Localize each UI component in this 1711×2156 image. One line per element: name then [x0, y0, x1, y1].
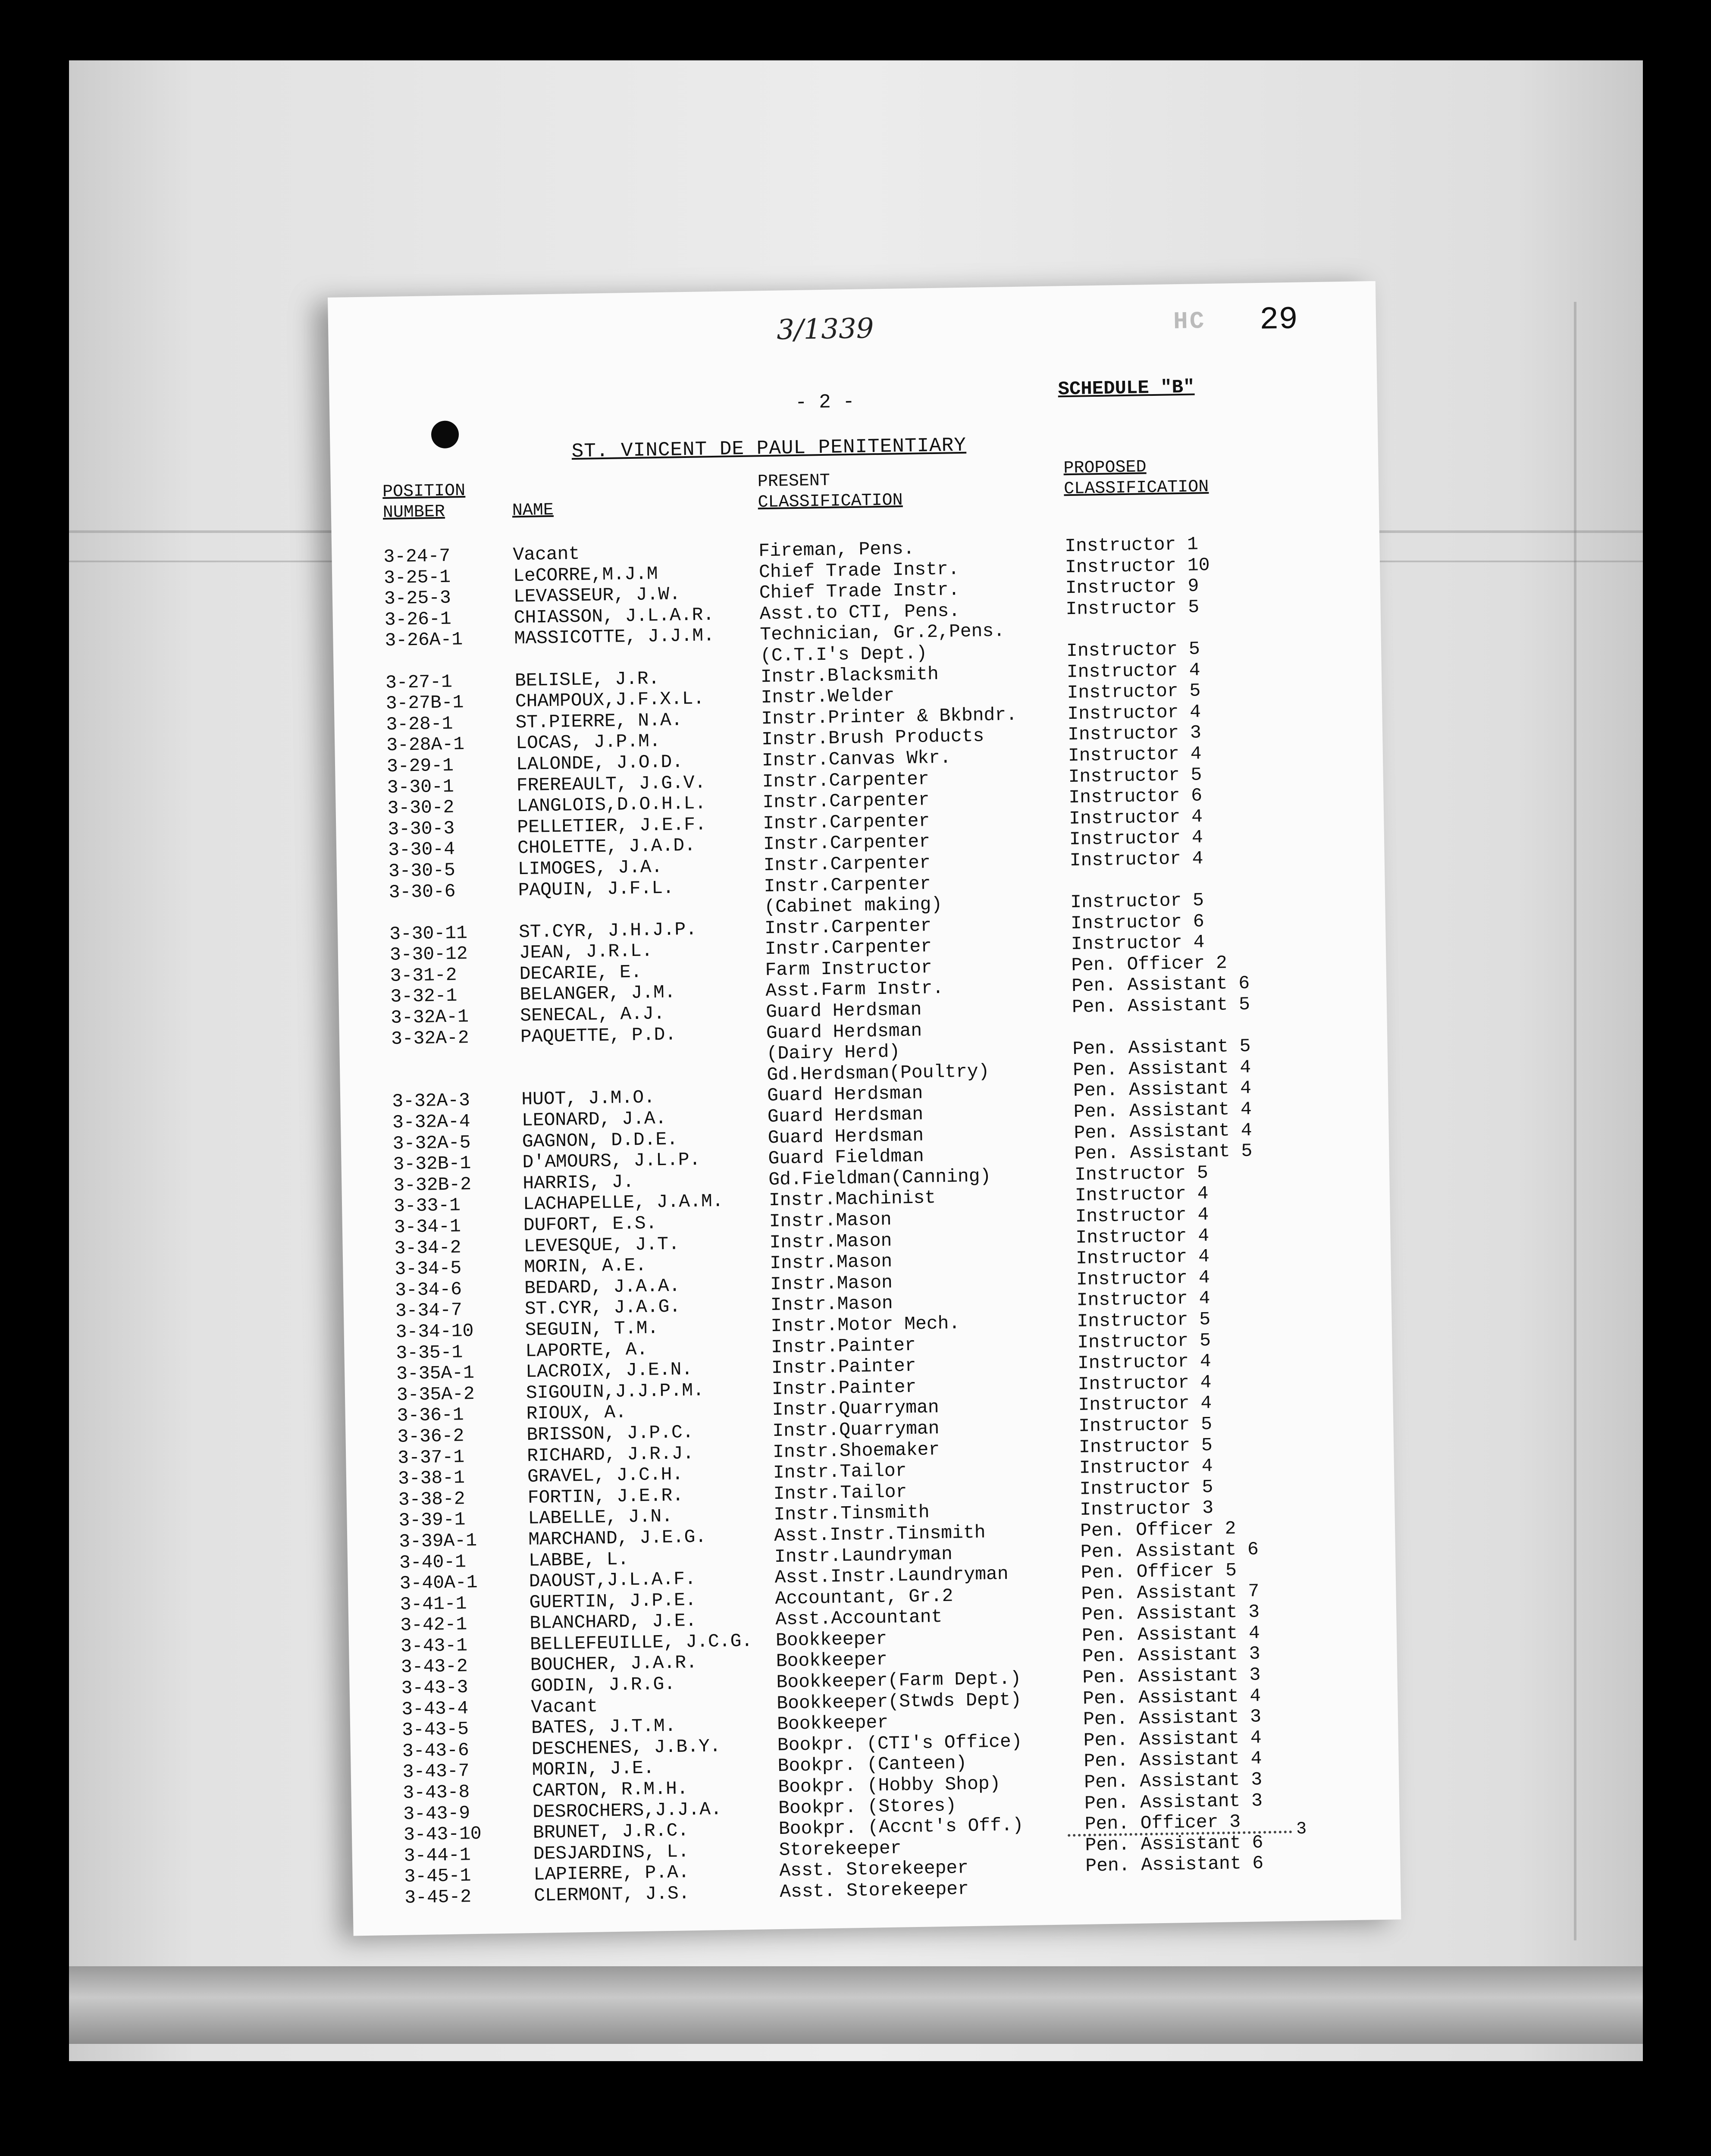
- proposed-classification-cell: Pen. Assistant 5: [1072, 993, 1250, 1018]
- name-cell: MORIN, A.E.: [523, 1254, 647, 1278]
- name-cell: PELLETIER, J.E.F.: [517, 814, 707, 838]
- present-classification-cell: Instr.Shoemaker: [772, 1438, 940, 1463]
- name-cell: RIOUX, A.: [526, 1401, 627, 1425]
- present-classification-cell: Instr.Carpenter: [764, 915, 932, 939]
- name-cell: HARRIS, J.: [522, 1171, 634, 1194]
- present-classification-cell: (Dairy Herd): [766, 1041, 900, 1065]
- proposed-classification-cell: Instructor 6: [1070, 910, 1205, 934]
- present-classification-cell: Bookpr. (CTI's Office): [777, 1730, 1022, 1756]
- position-number-cell: 3-34-5: [395, 1257, 462, 1280]
- proposed-classification-cell: Pen. Assistant 4: [1073, 1098, 1252, 1123]
- present-classification-cell: Instr.Mason: [770, 1272, 893, 1295]
- proposed-classification-cell: Instructor 5: [1074, 1162, 1209, 1185]
- present-classification-cell: Instr.Mason: [770, 1293, 893, 1316]
- present-classification-cell: Chief Trade Instr.: [759, 579, 960, 604]
- position-number-cell: 3-40A-1: [399, 1572, 478, 1594]
- name-cell: LACHAPELLE, J.A.M.: [523, 1191, 724, 1215]
- proposed-classification-cell: Instructor 4: [1069, 806, 1203, 829]
- present-classification-cell: Bookkeeper(Stwds Dept): [776, 1689, 1022, 1714]
- present-classification-cell: Instr.Carpenter: [763, 852, 931, 876]
- name-cell: CARTON, R.M.H.: [532, 1778, 689, 1802]
- proposed-classification-cell: Instructor 4: [1077, 1351, 1212, 1374]
- position-number-cell: 3-30-3: [388, 818, 455, 840]
- name-cell: DESROCHERS,J.J.A.: [532, 1798, 722, 1823]
- present-classification-cell: Instr.Carpenter: [762, 768, 930, 792]
- present-classification-cell: Instr.Tailor: [773, 1460, 907, 1484]
- position-number-cell: 3-26A-1: [385, 629, 463, 652]
- position-number-cell: 3-45-1: [404, 1865, 471, 1888]
- position-number-cell: 3-35A-1: [396, 1362, 475, 1385]
- proposed-classification-cell: Pen. Assistant 4: [1084, 1748, 1262, 1772]
- position-number-cell: 3-30-2: [387, 796, 454, 819]
- name-cell: Vacant: [531, 1695, 598, 1718]
- present-classification-cell: (C.T.I's Dept.): [760, 642, 928, 667]
- position-number-cell: 3-32A-1: [390, 1006, 469, 1028]
- proposed-classification-cell: Pen. Assistant 5: [1072, 1035, 1251, 1060]
- name-cell: LEONARD, J.A.: [521, 1107, 667, 1131]
- present-classification-cell: Guard Herdsman: [768, 1125, 924, 1148]
- position-number-cell: 3-32B-2: [393, 1173, 472, 1196]
- position-number-cell: 3-27-1: [385, 671, 453, 693]
- proposed-classification-cell: Instructor 5: [1065, 596, 1200, 620]
- classification-table: [383, 531, 1388, 1908]
- present-classification-cell: Instr.Welder: [761, 685, 895, 708]
- present-classification-cell: Bookkeeper: [775, 1628, 887, 1651]
- position-number-cell: 3-37-1: [397, 1446, 465, 1469]
- proposed-classification-cell: Instructor 5: [1078, 1434, 1213, 1458]
- header-position-line2: NUMBER: [382, 502, 445, 523]
- header-proposed-line2: CLASSIFICATION: [1063, 477, 1209, 499]
- proposed-classification-cell: Pen. Officer 2: [1080, 1518, 1236, 1542]
- position-number-cell: 3-43-5: [401, 1718, 469, 1741]
- header-present-line1: PRESENT: [757, 471, 830, 492]
- present-classification-cell: Guard Fieldman: [768, 1145, 924, 1169]
- name-cell: FREREAULT, J.G.V.: [516, 771, 706, 796]
- handwritten-reference: 3/1339: [776, 313, 874, 346]
- name-cell: LOCAS, J.P.M.: [515, 730, 661, 754]
- faded-stamp: HC: [1173, 307, 1206, 336]
- present-classification-cell: Bookkeeper: [776, 1649, 888, 1672]
- position-number-cell: 3-43-7: [402, 1760, 470, 1783]
- name-cell: LEVASSEUR, J.W.: [513, 583, 681, 608]
- proposed-classification-cell: Instructor 5: [1068, 764, 1202, 787]
- present-classification-cell: Guard Herdsman: [766, 1020, 922, 1044]
- position-number-cell: 3-32A-4: [392, 1111, 471, 1133]
- name-cell: SENECAL, A.J.: [520, 1003, 665, 1027]
- name-cell: LABBE, L.: [528, 1548, 629, 1571]
- position-number-cell: 3-29-1: [386, 755, 454, 777]
- name-cell: FORTIN, J.E.R.: [527, 1485, 684, 1508]
- header-position-line1: POSITION: [382, 481, 466, 502]
- name-cell: LANGLOIS,D.O.H.L.: [517, 793, 706, 817]
- schedule-label: SCHEDULE "B": [1058, 376, 1195, 401]
- position-number-cell: 3-43-4: [401, 1697, 469, 1720]
- present-classification-cell: Asst.Accountant: [775, 1606, 943, 1630]
- present-classification-cell: Instr.Mason: [769, 1230, 892, 1253]
- proposed-classification-cell: Instructor 5: [1066, 638, 1200, 662]
- present-classification-cell: Guard Herdsman: [767, 1103, 924, 1128]
- name-cell: HUOT, J.M.O.: [521, 1087, 655, 1110]
- proposed-classification-cell: Pen. Assistant 3: [1081, 1601, 1260, 1626]
- proposed-classification-cell: Pen. Assistant 3: [1082, 1664, 1261, 1688]
- document-title: ST. VINCENT DE PAUL PENITENTIARY: [571, 434, 967, 463]
- name-cell: LEVESQUE, J.T.: [523, 1233, 680, 1257]
- proposed-classification-cell: Instructor 3: [1067, 722, 1202, 746]
- proposed-classification-cell: Pen. Assistant 4: [1083, 1727, 1262, 1751]
- position-number-cell: 3-40-1: [399, 1551, 467, 1573]
- position-number-cell: 3-25-3: [384, 587, 451, 610]
- name-cell: SEGUIN, T.M.: [525, 1317, 659, 1341]
- position-number-cell: 3-38-1: [398, 1467, 465, 1489]
- present-classification-cell: Instr.Quarryman: [772, 1397, 940, 1421]
- name-cell: MASSICOTTE, J.J.M.: [514, 625, 715, 649]
- proposed-classification-cell: Pen. Assistant 6: [1085, 1832, 1263, 1856]
- name-cell: CHAMPOUX,J.F.X.L.: [515, 688, 705, 712]
- proposed-classification-cell: Pen. Officer 5: [1081, 1560, 1237, 1584]
- position-number-cell: 3-32A-3: [392, 1090, 470, 1112]
- present-classification-cell: Instr.Motor Mech.: [771, 1313, 960, 1337]
- name-cell: DUFORT, E.S.: [523, 1213, 657, 1236]
- present-classification-cell: Instr.Carpenter: [762, 789, 930, 813]
- film-bottom-band: [69, 1966, 1643, 2044]
- header-name-label: NAME: [512, 500, 554, 521]
- proposed-classification-cell: Pen. Assistant 7: [1081, 1580, 1260, 1604]
- header-proposed-classification: [1063, 456, 1209, 500]
- name-cell: PAQUETTE, P.D.: [520, 1024, 677, 1047]
- position-number-cell: 3-28-1: [386, 713, 453, 735]
- name-cell: ST.CYR, J.A.G.: [524, 1296, 681, 1320]
- present-classification-cell: Bookpr. (Accnt's Off.): [778, 1814, 1024, 1840]
- present-classification-cell: Instr.Machinist: [768, 1187, 936, 1211]
- position-number-cell: 3-34-10: [395, 1320, 474, 1343]
- present-classification-cell: Farm Instructor: [765, 957, 933, 981]
- position-number-cell: 3-32B-1: [393, 1153, 471, 1175]
- proposed-classification-cell: Pen. Assistant 3: [1084, 1769, 1263, 1793]
- name-cell: GAGNON, D.D.E.: [522, 1128, 678, 1152]
- position-number-cell: 3-43-6: [402, 1739, 470, 1762]
- name-cell: GODIN, J.R.G.: [530, 1673, 676, 1697]
- proposed-classification-cell: Instructor 5: [1077, 1309, 1211, 1332]
- present-classification-cell: Asst. Storekeeper: [779, 1878, 969, 1902]
- name-cell: DESJARDINS, L.: [533, 1841, 689, 1865]
- present-classification-cell: Instr.Quarryman: [772, 1417, 940, 1442]
- proposed-classification-cell: Instructor 1: [1064, 533, 1199, 557]
- present-classification-cell: Asst.Instr.Laundryman: [774, 1563, 1009, 1589]
- position-number-cell: 3-28A-1: [386, 733, 465, 756]
- document-page: [328, 281, 1401, 1936]
- proposed-classification-cell: Instructor 5: [1078, 1413, 1213, 1437]
- name-cell: CHIASSON, J.L.A.R.: [514, 604, 714, 629]
- name-cell: MARCHAND, J.E.G.: [528, 1526, 707, 1550]
- position-number-cell: 3-43-1: [400, 1635, 468, 1657]
- present-classification-cell: Guard Herdsman: [765, 999, 922, 1023]
- position-number-cell: 3-30-1: [387, 776, 454, 798]
- name-cell: JEAN, J.R.L.: [519, 940, 653, 964]
- page-number: 29: [1259, 301, 1298, 339]
- proposed-classification-cell: Instructor 4: [1076, 1288, 1210, 1311]
- present-classification-cell: Chief Trade Instr.: [758, 558, 959, 583]
- name-cell: MORIN, J.E.: [532, 1757, 655, 1781]
- position-number-cell: 3-36-2: [397, 1425, 464, 1448]
- name-cell: BEDARD, J.A.A.: [524, 1275, 680, 1299]
- proposed-classification-cell: Instructor 5: [1079, 1476, 1213, 1500]
- position-number-cell: 3-34-7: [395, 1299, 463, 1322]
- name-cell: DECARIE, E.: [519, 961, 642, 985]
- present-classification-cell: Gd.Fieldman(Canning): [768, 1165, 991, 1191]
- position-number-cell: 3-43-3: [401, 1677, 468, 1699]
- present-classification-cell: Instr.Carpenter: [765, 936, 932, 960]
- present-classification-cell: Instr.Printer & Bkbndr.: [761, 704, 1018, 730]
- position-number-cell: 3-30-11: [389, 922, 468, 945]
- name-cell: DESCHENES, J.B.Y.: [531, 1735, 721, 1760]
- proposed-classification-cell: Pen. Officer 3: [1084, 1811, 1241, 1835]
- position-number-cell: 3-30-4: [388, 838, 455, 861]
- proposed-classification-cell: Instructor 4: [1078, 1392, 1212, 1416]
- present-classification-cell: Instr.Painter: [771, 1376, 917, 1400]
- present-classification-cell: Instr.Brush Products: [761, 725, 984, 750]
- present-classification-cell: (Cabinet making): [764, 893, 943, 918]
- position-number-cell: 3-32-1: [390, 985, 458, 1008]
- position-number-cell: 3-41-1: [400, 1592, 467, 1615]
- position-number-cell: 3-36-1: [397, 1404, 464, 1427]
- punch-hole: [431, 420, 459, 448]
- proposed-classification-cell: Instructor 4: [1075, 1183, 1209, 1206]
- proposed-classification-cell: Instructor 6: [1069, 785, 1203, 808]
- name-cell: BATES, J.T.M.: [531, 1715, 676, 1739]
- position-number-cell: 3-33-1: [393, 1194, 461, 1217]
- header-name: [512, 500, 554, 522]
- header-present-line2: CLASSIFICATION: [758, 491, 903, 513]
- proposed-classification-cell: Instructor 5: [1077, 1329, 1211, 1353]
- position-number-cell: 3-34-2: [394, 1237, 461, 1259]
- proposed-classification-cell: Pen. Assistant 5: [1074, 1140, 1253, 1165]
- proposed-classification-cell: Pen. Assistant 4: [1081, 1622, 1260, 1646]
- present-classification-cell: Instr.Tinsmith: [774, 1501, 930, 1526]
- name-cell: BLANCHARD, J.E.: [529, 1610, 697, 1634]
- proposed-classification-cell: Pen. Officer 2: [1071, 952, 1228, 976]
- position-number-cell: 3-30-6: [389, 881, 456, 903]
- position-number-cell: 3-32A-2: [391, 1027, 470, 1050]
- position-number-cell: 3-42-1: [400, 1614, 467, 1636]
- proposed-classification-cell: Instructor 3: [1079, 1497, 1214, 1521]
- proposed-classification-cell: Instructor 4: [1069, 827, 1203, 850]
- present-classification-cell: Instr.Painter: [771, 1334, 916, 1358]
- name-cell: D'AMOURS, J.L.P.: [522, 1149, 701, 1173]
- position-number-cell: 3-34-1: [394, 1216, 461, 1238]
- present-classification-cell: Fireman, Pens.: [758, 538, 915, 562]
- name-cell: PAQUIN, J.F.L.: [518, 877, 674, 901]
- position-number-cell: 3-39A-1: [398, 1529, 477, 1552]
- proposed-classification-cell: Instructor 4: [1067, 701, 1201, 724]
- present-classification-cell: Accountant, Gr.2: [775, 1585, 953, 1609]
- position-number-cell: 3-43-8: [403, 1781, 470, 1804]
- page-marker: - 2 -: [795, 390, 855, 414]
- present-classification-cell: Asst.to CTI, Pens.: [759, 600, 960, 625]
- proposed-classification-cell: Pen. Assistant 4: [1072, 1056, 1251, 1081]
- position-number-cell: 3-38-2: [398, 1488, 466, 1510]
- name-cell: BRUNET, J.R.C.: [533, 1820, 689, 1844]
- film-streak: [1574, 302, 1576, 1940]
- name-cell: DAOUST,J.L.A.F.: [529, 1568, 696, 1592]
- present-classification-cell: Bookkeeper(Farm Dept.): [776, 1668, 1022, 1693]
- name-cell: LABELLE, J.N.: [528, 1506, 673, 1529]
- name-cell: GRAVEL, J.C.H.: [527, 1463, 683, 1488]
- name-cell: Vacant: [513, 543, 580, 566]
- present-classification-cell: Asst.Farm Instr.: [765, 978, 944, 1002]
- present-classification-cell: Technician, Gr.2,Pens.: [760, 620, 1005, 646]
- proposed-classification-cell: Instructor 4: [1075, 1204, 1209, 1228]
- position-number-cell: 3-43-10: [403, 1823, 482, 1846]
- position-number-cell: 3-35A-2: [396, 1383, 475, 1406]
- present-classification-cell: Instr.Laundryman: [774, 1543, 953, 1567]
- present-classification-cell: Guard Herdsman: [767, 1082, 923, 1106]
- proposed-classification-cell: Instructor 5: [1067, 680, 1201, 704]
- name-cell: LACROIX, J.E.N.: [525, 1359, 693, 1383]
- position-number-cell: 3-24-7: [383, 545, 451, 568]
- name-cell: BELANGER, J.M.: [520, 981, 676, 1006]
- present-classification-cell: Instr.Blacksmith: [760, 663, 939, 687]
- proposed-classification-cell: Instructor 4: [1078, 1371, 1212, 1395]
- header-position-number: [382, 481, 466, 523]
- present-classification-cell: Gd.Herdsman(Poultry): [767, 1060, 990, 1086]
- proposed-classification-cell: Instructor 10: [1065, 554, 1210, 578]
- position-number-cell: 3-45-2: [404, 1886, 472, 1908]
- name-cell: LeCORRE,M.J.M: [513, 563, 658, 586]
- position-number-cell: 3-32A-5: [392, 1131, 471, 1154]
- position-number-cell: 3-34-6: [395, 1279, 462, 1301]
- header-proposed-line1: PROPOSED: [1063, 458, 1147, 479]
- present-classification-cell: Asst.Instr.Tinsmith: [774, 1522, 986, 1546]
- proposed-classification-cell: Pen. Assistant 6: [1085, 1852, 1264, 1877]
- proposed-classification-cell: Pen. Assistant 3: [1084, 1790, 1263, 1814]
- position-number-cell: 3-30-12: [389, 943, 468, 966]
- present-classification-cell: Instr.Tailor: [773, 1481, 907, 1504]
- position-number-cell: 3-43-9: [403, 1802, 470, 1825]
- position-number-cell: 3-25-1: [383, 566, 451, 589]
- proposed-classification-cell: Pen. Assistant 6: [1080, 1538, 1259, 1563]
- position-number-cell: 3-27B-1: [385, 692, 464, 714]
- position-number-cell: 3-31-2: [390, 964, 457, 987]
- present-classification-cell: Bookpr. (Hobby Shop): [778, 1773, 1001, 1798]
- position-number-cell: 3-44-1: [404, 1844, 471, 1867]
- name-cell: CLERMONT, J.S.: [533, 1883, 690, 1906]
- name-cell: RICHARD, J.R.J.: [526, 1442, 694, 1467]
- present-classification-cell: Storekeeper: [779, 1837, 902, 1861]
- name-cell: SIGOUIN,J.J.P.M.: [526, 1379, 705, 1404]
- name-cell: BOUCHER, J.A.R.: [530, 1652, 698, 1676]
- position-number-cell: 3-39-1: [398, 1509, 466, 1532]
- position-number-cell: 3-35-1: [396, 1341, 463, 1364]
- proposed-classification-cell: Instructor 4: [1068, 743, 1202, 767]
- present-classification-cell: Instr.Painter: [771, 1355, 916, 1379]
- position-number-cell: 3-43-2: [401, 1655, 468, 1678]
- name-cell: LAPIERRE, P.A.: [533, 1861, 690, 1886]
- name-cell: GUERTIN, J.P.E.: [529, 1589, 697, 1613]
- present-classification-cell: Instr.Carpenter: [763, 831, 931, 855]
- name-cell: LIMOGES, J.A.: [517, 856, 663, 880]
- proposed-classification-cell: Pen. Assistant 4: [1073, 1078, 1252, 1102]
- proposed-classification-cell: Instructor 4: [1075, 1246, 1210, 1269]
- name-cell: BRISSON, J.P.C.: [526, 1421, 694, 1446]
- proposed-classification-cell: Instructor 4: [1069, 848, 1203, 871]
- present-classification-cell: Instr.Carpenter: [764, 873, 931, 897]
- proposed-classification-cell: Instructor 4: [1066, 659, 1200, 683]
- proposed-classification-cell: Instructor 4: [1076, 1266, 1210, 1290]
- proposed-classification-cell: Pen. Assistant 6: [1071, 973, 1250, 997]
- present-classification-cell: Instr.Canvas Wkr.: [761, 747, 951, 771]
- proposed-classification-cell: Instructor 4: [1079, 1455, 1213, 1479]
- continuation-marker: 3: [1296, 1819, 1307, 1839]
- present-classification-cell: Asst. Storekeeper: [779, 1857, 969, 1882]
- name-cell: BELISLE, J.R.: [514, 667, 660, 691]
- proposed-classification-cell: Instructor 9: [1065, 575, 1199, 599]
- proposed-classification-cell: Instructor 5: [1070, 890, 1204, 913]
- proposed-classification-cell: Instructor 4: [1075, 1225, 1210, 1248]
- proposed-classification-cell: Pen. Assistant 4: [1074, 1119, 1252, 1144]
- position-number-cell: 3-26-1: [384, 608, 451, 630]
- name-cell: CHOLETTE, J.A.D.: [517, 835, 696, 859]
- present-classification-cell: Instr.Carpenter: [762, 810, 930, 834]
- name-cell: LALONDE, J.O.D.: [516, 751, 683, 775]
- proposed-classification-cell: Pen. Assistant 4: [1082, 1685, 1261, 1709]
- present-classification-cell: Instr.Mason: [769, 1209, 892, 1232]
- name-cell: BELLEFEUILLE, J.C.G.: [530, 1630, 753, 1655]
- name-cell: ST.PIERRE, N.A.: [515, 709, 683, 733]
- proposed-classification-cell: Pen. Assistant 3: [1083, 1706, 1262, 1730]
- header-present-classification: [757, 470, 903, 513]
- present-classification-cell: Instr.Mason: [769, 1250, 893, 1274]
- proposed-classification-cell: Pen. Assistant 3: [1082, 1643, 1260, 1667]
- present-classification-cell: Bookkeeper: [777, 1712, 889, 1735]
- position-number-cell: 3-30-5: [388, 859, 456, 882]
- present-classification-cell: Bookpr. (Stores): [778, 1795, 957, 1819]
- proposed-classification-cell: Instructor 4: [1071, 931, 1205, 955]
- name-cell: ST.CYR, J.H.J.P.: [518, 918, 697, 943]
- name-cell: LAPORTE, A.: [525, 1338, 648, 1362]
- present-classification-cell: Bookpr. (Canteen): [777, 1752, 967, 1777]
